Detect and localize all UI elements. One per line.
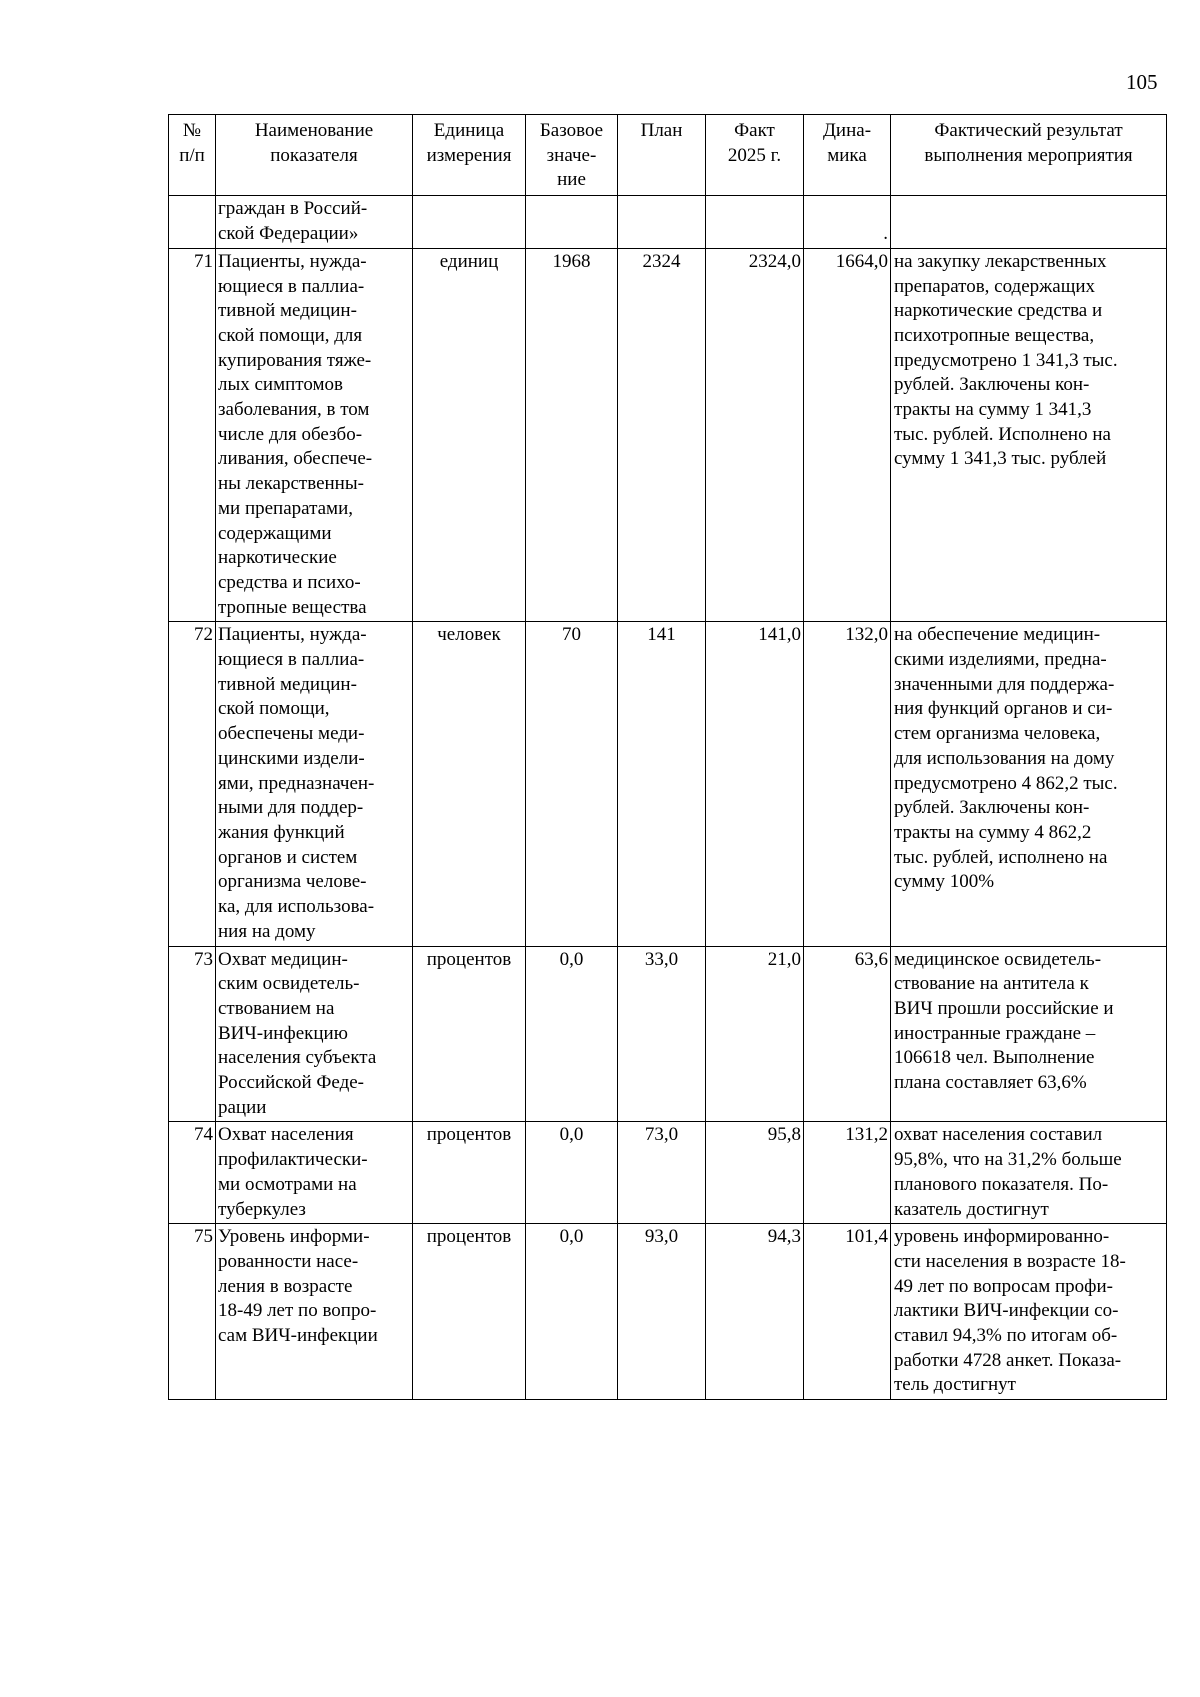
- row-fact: 21,0: [706, 946, 804, 1122]
- header-unit: Единица измерения: [413, 115, 526, 196]
- row-result: охват населения составил 95,8%, что на 31,2% больше планового показателя. По- казатель достигнут: [891, 1122, 1167, 1224]
- table-row: [169, 248, 1167, 622]
- row-unit: единиц: [413, 248, 526, 622]
- row-dynamics: 63,6: [804, 946, 891, 1122]
- row-indicator-name: граждан в Россий- ской Федерации»: [216, 196, 413, 249]
- row-number: 71: [169, 248, 216, 622]
- row-fact: 95,8: [706, 1122, 804, 1224]
- row-number: 72: [169, 622, 216, 946]
- row-indicator-name: Уровень информи- рованности насе- ления в возрасте 18-49 лет по вопро- сам ВИЧ-инфекции: [216, 1224, 413, 1400]
- row-unit: человек: [413, 622, 526, 946]
- row-base-value: 0,0: [526, 1122, 618, 1224]
- row-result: медицинское освидетель- ствование на антитела к ВИЧ прошли российские и иностранные граждане – 106618 чел. Выполнение плана составляет 63,6%: [891, 946, 1167, 1122]
- row-fact: 94,3: [706, 1224, 804, 1400]
- row-dynamics: 1664,0: [804, 248, 891, 622]
- row-unit: процентов: [413, 946, 526, 1122]
- row-number: 75: [169, 1224, 216, 1400]
- row-dynamics: 101,4: [804, 1224, 891, 1400]
- row-result: на обеспечение медицин- скими изделиями, предна- значенными для поддержа- ния функций органов и си- стем организма человека, для использования на дому предусмотрено 4 862,2 тыс. рублей. Заключены кон- тракты на сумму 4 862,2 тыс. рублей, исполнено на сумму 100%: [891, 622, 1167, 946]
- row-unit: [413, 196, 526, 249]
- header-result: Фактический результат выполнения мероприятия: [891, 115, 1167, 196]
- row-fact: 2324,0: [706, 248, 804, 622]
- header-indicator-name: Наименование показателя: [216, 115, 413, 196]
- row-unit: процентов: [413, 1122, 526, 1224]
- row-result: на закупку лекарственных препаратов, содержащих наркотические средства и психотропные вещества, предусмотрено 1 341,3 тыс. рублей. Заключены кон- тракты на сумму 1 341,3 тыс. рублей. Исполнено на сумму 1 341,3 тыс. рублей: [891, 248, 1167, 622]
- row-number: 73: [169, 946, 216, 1122]
- row-indicator-name: Охват населения профилактически- ми осмотрами на туберкулез: [216, 1122, 413, 1224]
- row-indicator-name: Пациенты, нужда- ющиеся в паллиа- тивной медицин- ской помощи, для купирования тяже- лых симптомов заболевания, в том числе для обезбо- ливания, обеспече- ны лекарственны- ми препаратами, содержащими наркотические средства и психо- тропные вещества: [216, 248, 413, 622]
- row-number: [169, 196, 216, 249]
- row-indicator-name: Пациенты, нужда- ющиеся в паллиа- тивной медицин- ской помощи, обеспечены меди- цинскими издели- ями, предназначен- ными для поддер- жания функций органов и систем организма челове- ка, для использова- ния на дому: [216, 622, 413, 946]
- row-unit: процентов: [413, 1224, 526, 1400]
- row-fact: 141,0: [706, 622, 804, 946]
- row-base-value: 70: [526, 622, 618, 946]
- header-number: № п/п: [169, 115, 216, 196]
- row-number: 74: [169, 1122, 216, 1224]
- header-base-value: Базовое значе- ние: [526, 115, 618, 196]
- row-dynamics: .: [804, 196, 891, 249]
- row-plan: 73,0: [618, 1122, 706, 1224]
- table-header-row: [169, 115, 1167, 196]
- header-fact: Факт 2025 г.: [706, 115, 804, 196]
- page-number: 105: [1126, 70, 1158, 94]
- table-row: [169, 196, 1167, 249]
- row-dynamics: 131,2: [804, 1122, 891, 1224]
- row-base-value: [526, 196, 618, 249]
- row-plan: 33,0: [618, 946, 706, 1122]
- header-plan: План: [618, 115, 706, 196]
- row-base-value: 1968: [526, 248, 618, 622]
- row-fact: [706, 196, 804, 249]
- table-row: [169, 946, 1167, 1122]
- header-dynamics: Дина- мика: [804, 115, 891, 196]
- row-dynamics: 132,0: [804, 622, 891, 946]
- table-row: [169, 622, 1167, 946]
- row-plan: 2324: [618, 248, 706, 622]
- indicators-table: [168, 114, 1167, 1400]
- row-base-value: 0,0: [526, 946, 618, 1122]
- row-indicator-name: Охват медицин- ским освидетель- ствованием на ВИЧ-инфекцию населения субъекта Российской Феде- рации: [216, 946, 413, 1122]
- row-result: уровень информированно- сти населения в возрасте 18- 49 лет по вопросам профи- лактики ВИЧ-инфекции со- ставил 94,3% по итогам об- работки 4728 анкет. Показа- тель достигнут: [891, 1224, 1167, 1400]
- row-plan: 141: [618, 622, 706, 946]
- row-base-value: 0,0: [526, 1224, 618, 1400]
- table-row: [169, 1224, 1167, 1400]
- row-result: [891, 196, 1167, 249]
- row-plan: [618, 196, 706, 249]
- row-plan: 93,0: [618, 1224, 706, 1400]
- table-row: [169, 1122, 1167, 1224]
